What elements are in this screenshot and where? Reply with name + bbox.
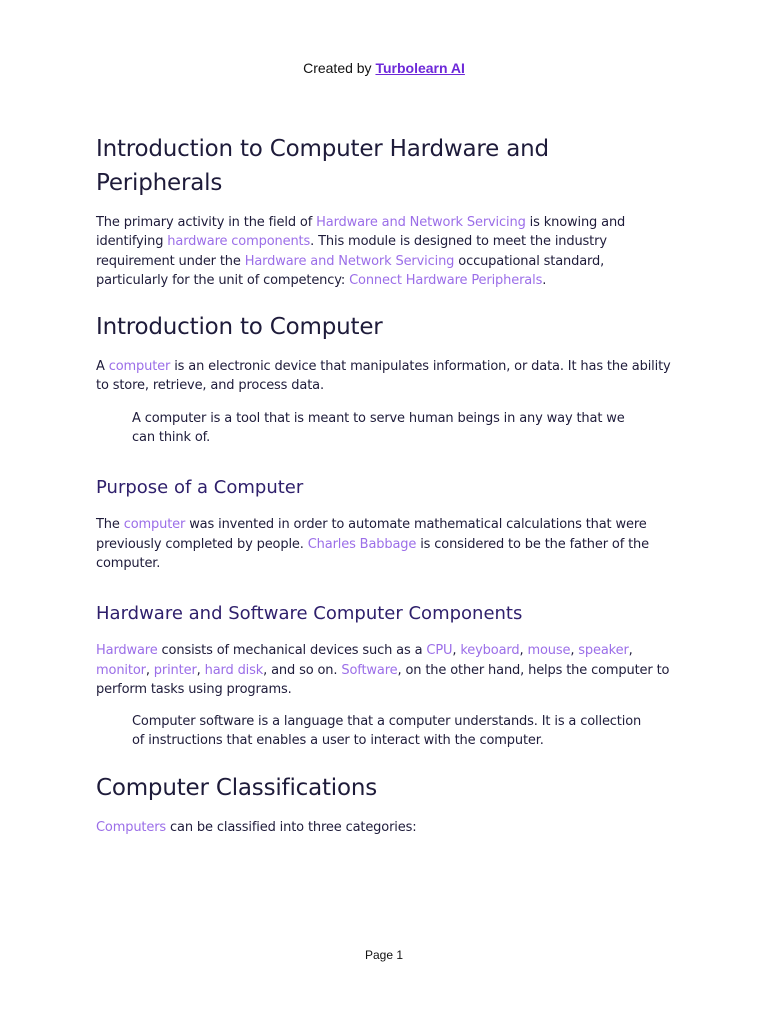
highlight-term: computer: [123, 517, 186, 533]
highlight-term: Software: [341, 662, 398, 678]
highlight-term: Connect Hardware Peripherals: [349, 272, 543, 288]
highlight-term: Hardware and Network Servicing: [316, 215, 526, 230]
computer-definition-paragraph: A computer is an electronic device that manipulates information, or data. It has the ability to store, retrieve, and process data.: [96, 359, 671, 394]
section-heading-purpose: Purpose of a Computer: [96, 477, 304, 499]
intro-paragraph: The primary activity in the field of Hardware and Network Servicing is knowing and identifying hardware components. This module is designed to meet the industry requirement under the Hardware and Network Servicing occupational standard, particularly for the unit of competency: Connect Hardware Peripherals.: [96, 215, 626, 288]
classifications-paragraph: Computers can be classified into three categories:: [96, 819, 417, 835]
highlight-term: mouse: [527, 643, 571, 659]
highlight-term: speaker: [578, 643, 629, 659]
purpose-paragraph: The computer was invented in order to automate mathematical calculations that were previously completed by people. Charles Babbage is considered to be the father of the computer.: [96, 517, 649, 571]
hw-sw-paragraph: Hardware consists of mechanical devices such as a CPU, keyboard, mouse, speaker, monitor, printer, hard disk, and so on. Software, on the other hand, helps the computer to perform tasks using programs.: [96, 643, 670, 697]
document-content: [96, 132, 676, 837]
document-title: Introduction to Computer Hardware and Peripherals: [96, 136, 549, 196]
computer-quote: A computer is a tool that is meant to serve human beings in any way that we can think of.: [132, 410, 625, 446]
section-heading-classifications: Computer Classifications: [96, 774, 378, 801]
highlight-term: Charles Babbage: [307, 536, 417, 552]
highlight-term: Computers: [96, 819, 167, 835]
section-heading-computer: Introduction to Computer: [96, 314, 383, 341]
highlight-term: keyboard: [460, 643, 520, 659]
highlight-term: CPU: [426, 643, 453, 659]
highlight-term: hardware components: [167, 234, 311, 250]
page-number: Page 1: [364, 948, 404, 962]
highlight-term: Hardware: [96, 643, 158, 659]
highlight-term: printer: [153, 662, 197, 678]
turbolearn-link[interactable]: Turbolearn AI: [375, 60, 465, 76]
highlight-term: hard disk: [204, 662, 264, 678]
highlight-term: Hardware and Network Servicing: [244, 253, 455, 269]
section-heading-hw-sw: Hardware and Software Computer Components: [96, 603, 523, 625]
highlight-term: monitor: [96, 662, 146, 678]
software-quote: Computer software is a language that a computer understands. It is a collection of instructions that enables a user to interact with the computer.: [132, 714, 642, 749]
highlight-term: computer: [108, 359, 171, 375]
created-by-label: Created by: [303, 60, 372, 76]
created-by-credit: [0, 60, 768, 76]
